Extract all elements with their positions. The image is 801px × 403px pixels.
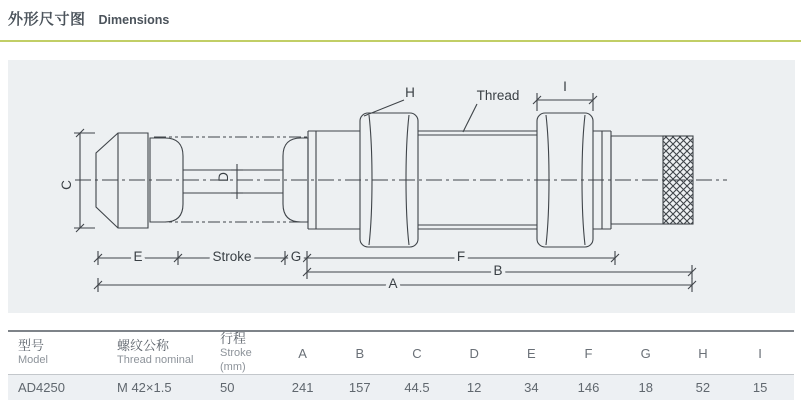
dimension-i-label: I [563, 79, 567, 94]
dimension-e-label: E [133, 249, 143, 264]
cell-b: 157 [348, 380, 371, 395]
dimension-c-label: C [59, 180, 74, 190]
drawing-panel [8, 60, 795, 313]
model-header-zh: 型号 [18, 338, 45, 353]
page-title-zh: 外形尺寸图 [8, 11, 86, 28]
cell-thread: M 42×1.5 [117, 380, 172, 395]
thread-label: Thread [476, 88, 520, 103]
dimension-stroke-label: Stroke [212, 249, 252, 264]
model-header-en: Model [18, 354, 48, 367]
shock-absorber-drawing [8, 60, 795, 313]
cell-stroke: 50 [220, 380, 235, 395]
cell-d: 12 [466, 380, 482, 395]
cell-model: AD4250 [18, 380, 65, 395]
dimension-b-label: B [493, 263, 503, 278]
cell-g: 18 [638, 380, 653, 395]
column-header-thread [108, 338, 211, 368]
dimension-i [533, 93, 597, 111]
column-header-a: A [298, 345, 307, 361]
dimension-row-1 [94, 251, 619, 265]
table-header-row [8, 330, 794, 375]
thread-leader-line [463, 104, 477, 132]
column-header-e: E [527, 345, 536, 361]
thread-header-en: Thread nominal [117, 354, 194, 367]
accent-divider [0, 40, 801, 42]
column-header-i: I [758, 345, 762, 361]
column-header-h: H [698, 345, 708, 361]
dimension-d-label: D [216, 172, 231, 182]
dimension-d [231, 164, 243, 199]
column-header-model [8, 338, 108, 368]
cell-e: 34 [524, 380, 539, 395]
h-label: H [405, 85, 415, 100]
dimension-g-label: G [290, 249, 302, 264]
cell-a: 241 [291, 380, 314, 395]
page-title-en: Dimensions [98, 13, 170, 27]
stroke-header-en: Stroke (mm) [220, 347, 252, 374]
column-header-stroke [211, 331, 274, 375]
piston-rod [183, 170, 283, 193]
column-header-c: C [412, 345, 422, 361]
cell-f: 146 [577, 380, 600, 395]
cell-c: 44.5 [404, 380, 430, 395]
dimension-f-label: F [456, 249, 466, 264]
column-header-b: B [355, 345, 365, 361]
column-header-f: F [584, 345, 593, 361]
thread-header-zh: 螺纹公称 [117, 338, 170, 353]
cell-h: 52 [695, 380, 711, 395]
column-header-d: D [469, 345, 479, 361]
table-data-row [8, 375, 794, 400]
dimensions-table [8, 330, 794, 400]
cell-i: 15 [752, 380, 768, 395]
dimension-a-label: A [388, 276, 398, 291]
page-header [8, 8, 169, 38]
column-header-g: G [640, 345, 651, 361]
stroke-header-zh: 行程 [220, 331, 247, 347]
